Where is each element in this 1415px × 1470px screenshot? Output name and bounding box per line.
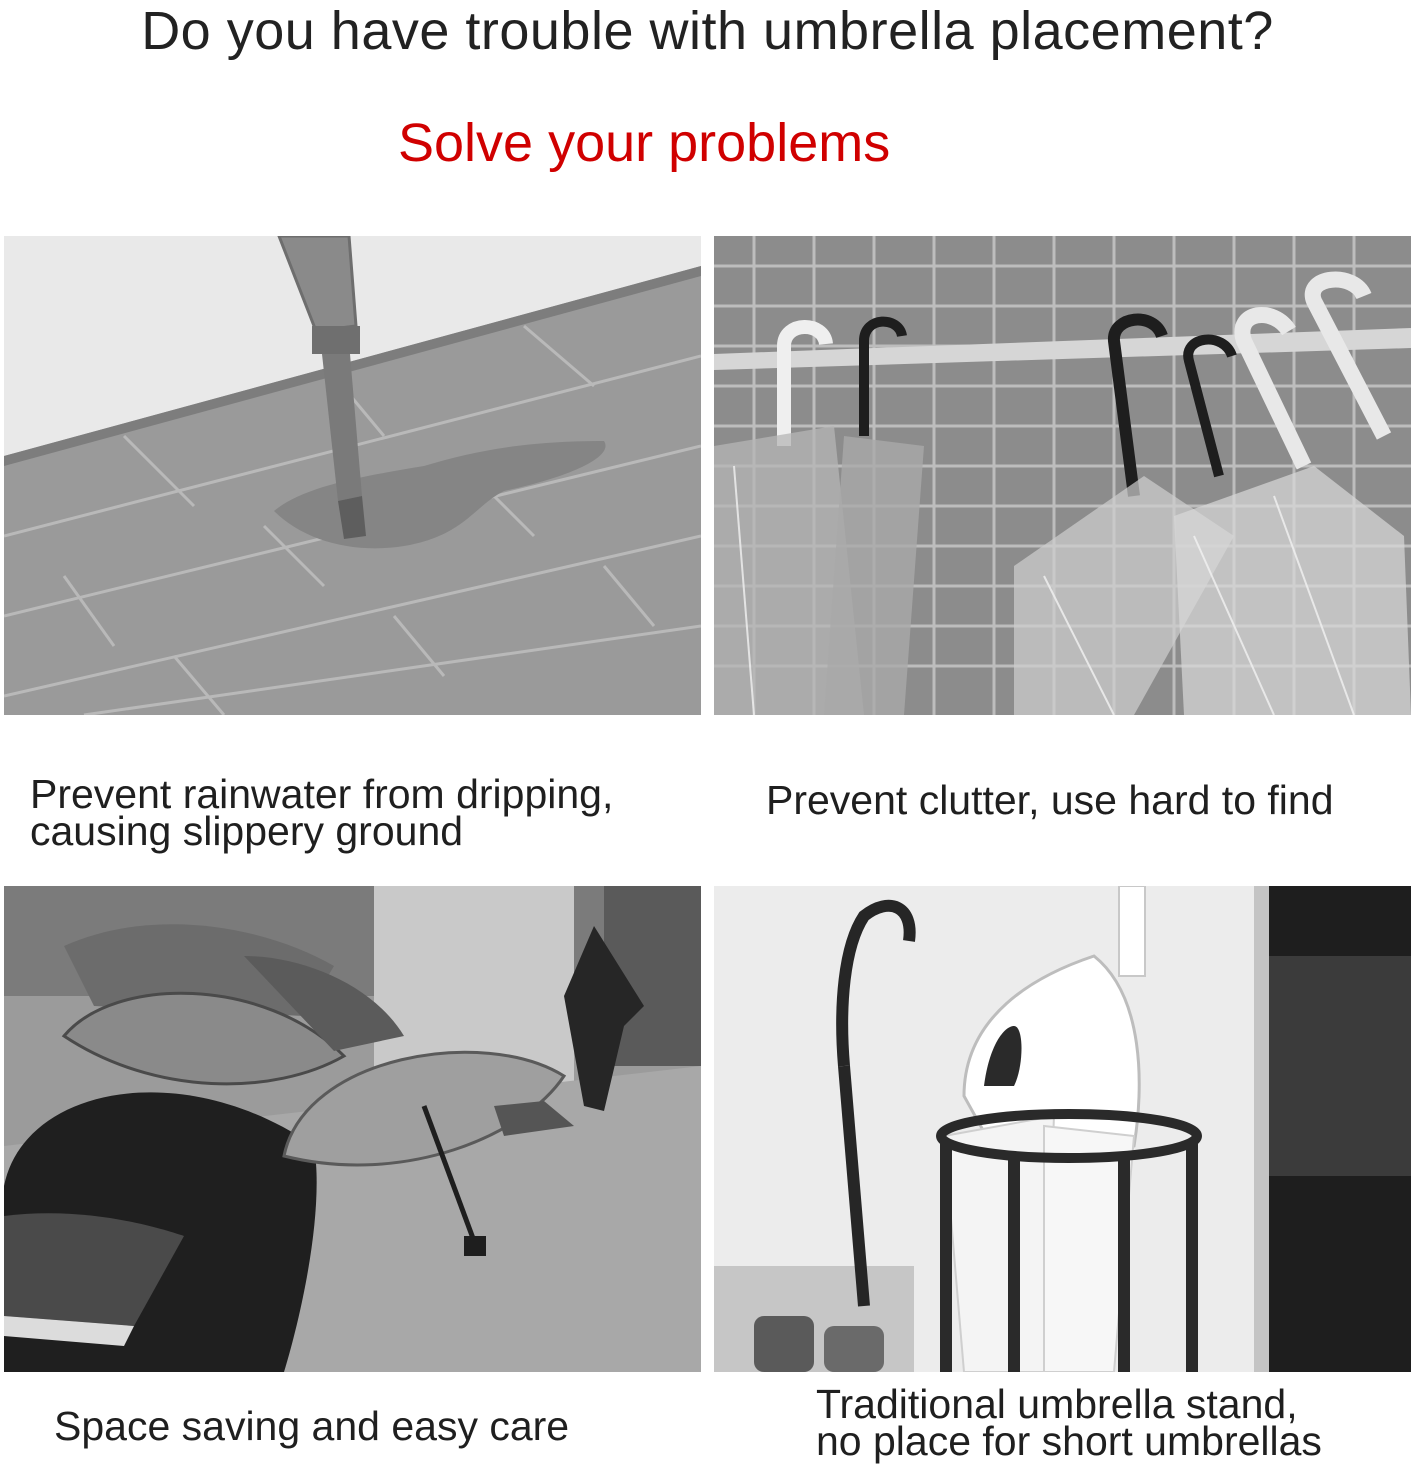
caption-dripping bbox=[30, 771, 614, 854]
caption-traditional-stand bbox=[816, 1381, 1322, 1464]
caption-line: causing slippery ground bbox=[30, 808, 464, 854]
caption-line: Prevent rainwater from dripping, bbox=[30, 771, 614, 817]
caption-space-saving bbox=[54, 1403, 570, 1449]
open-umbrellas-on-floor-photo bbox=[4, 886, 701, 1372]
caption-clutter bbox=[766, 777, 1334, 823]
subheadline: Solve your problems bbox=[398, 113, 891, 173]
umbrellas-hanging-on-rail-photo bbox=[714, 236, 1411, 715]
caption-line: Prevent clutter, use hard to find bbox=[766, 777, 1334, 823]
caption-line: Space saving and easy care bbox=[54, 1403, 570, 1449]
caption-line: no place for short umbrellas bbox=[816, 1418, 1322, 1464]
headline: Do you have trouble with umbrella placement? bbox=[141, 1, 1274, 61]
caption-line: Traditional umbrella stand, bbox=[816, 1381, 1298, 1427]
traditional-umbrella-stand-photo bbox=[714, 886, 1411, 1372]
umbrella-dripping-water-photo bbox=[4, 236, 701, 715]
